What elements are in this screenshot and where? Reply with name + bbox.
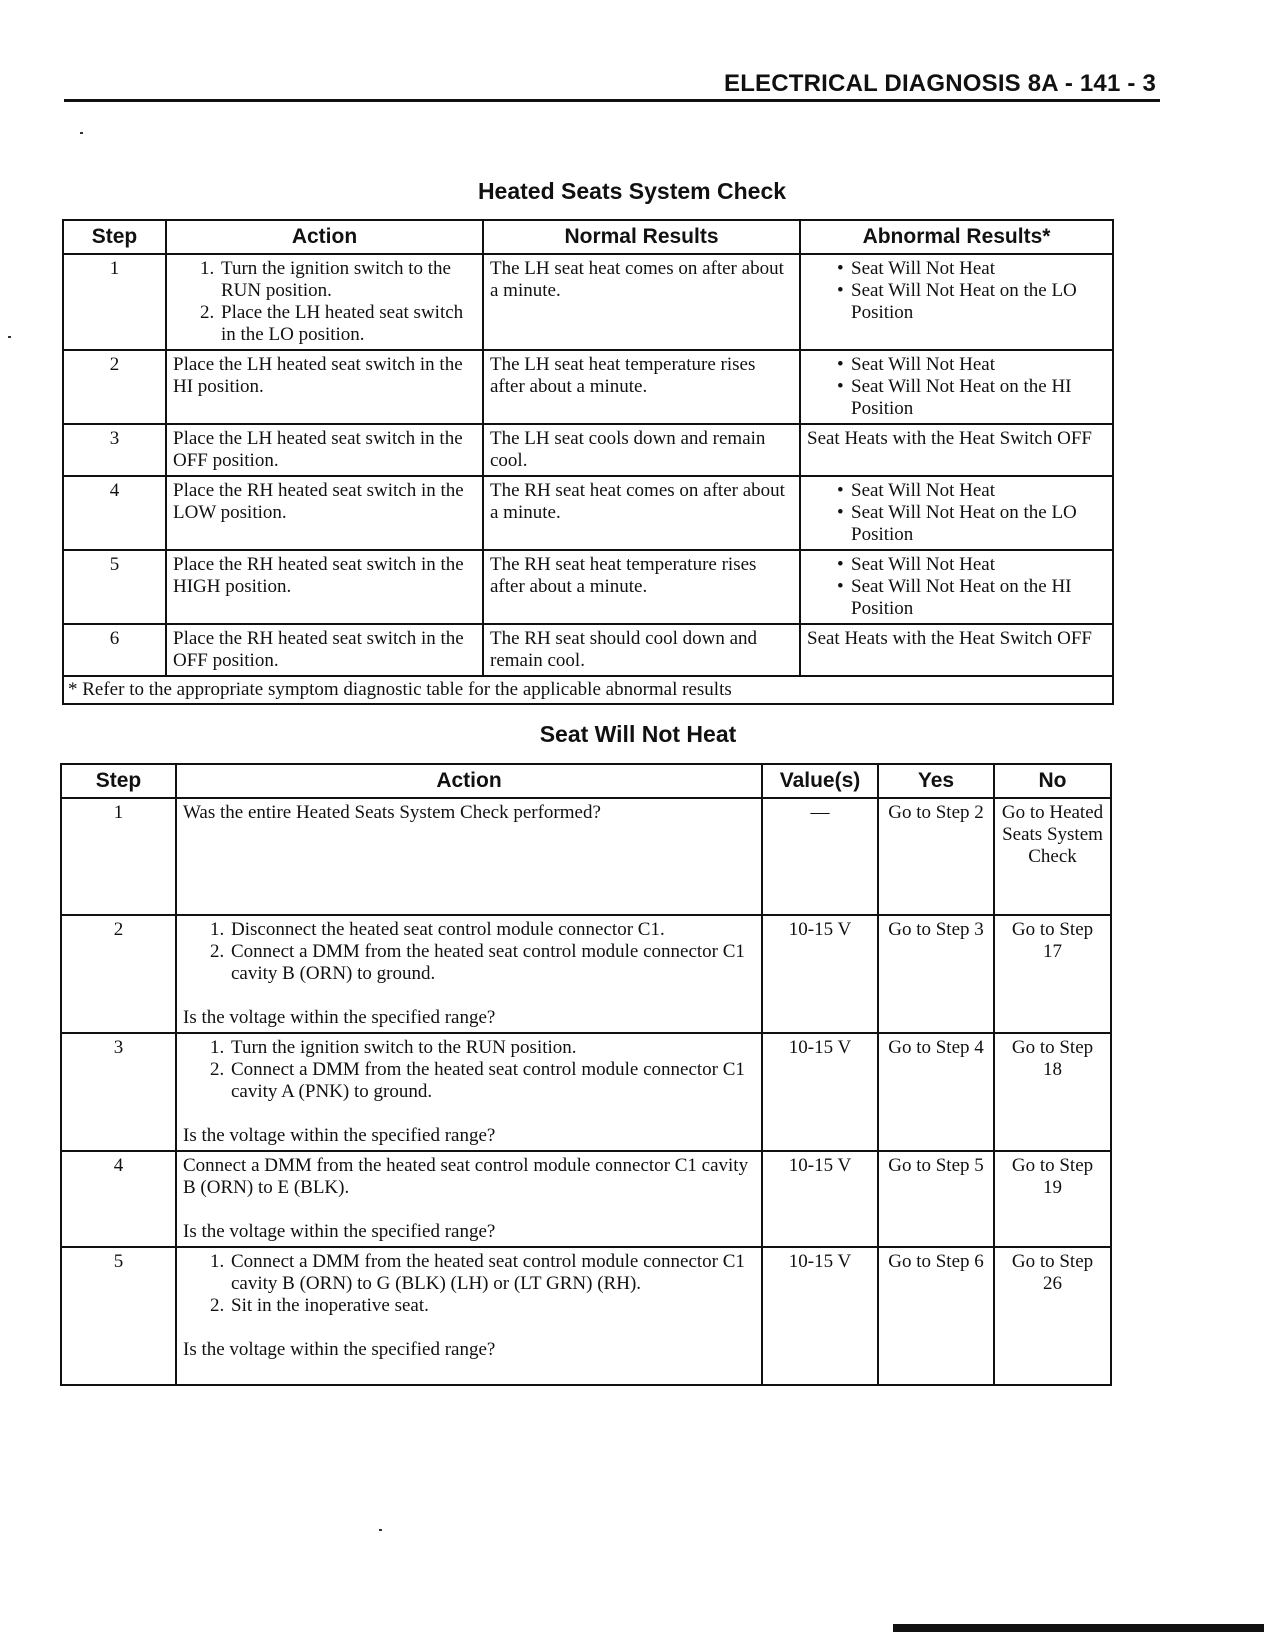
yes-cell: Go to Step 2 — [878, 798, 994, 915]
no-cell: Go to Heated Seats System Check — [994, 798, 1111, 915]
table-row — [63, 424, 1113, 476]
step-number: 4 — [61, 1151, 176, 1247]
page-header — [64, 68, 1160, 102]
action-cell: Place the RH heated seat switch in the HIGH position. — [166, 550, 483, 624]
action-item: 2. Connect a DMM from the heated seat control module connector C1 cavity A (PNK) to ground. — [229, 1059, 755, 1103]
value-cell: 10-15 V — [762, 1247, 878, 1385]
column-header-step: Step — [61, 764, 176, 798]
step-number: 2 — [61, 915, 176, 1033]
column-header-step: Step — [63, 220, 166, 254]
abnormal-item: • Seat Will Not Heat on the LO Position — [807, 502, 1106, 546]
action-question: Is the voltage within the specified range? — [183, 1125, 496, 1146]
step-number: 6 — [63, 624, 166, 676]
value-cell: 10-15 V — [762, 1151, 878, 1247]
abnormal-result-cell — [800, 350, 1113, 424]
scan-edge-bar — [893, 1624, 1264, 1632]
yes-cell: Go to Step 5 — [878, 1151, 994, 1247]
yes-cell: Go to Step 6 — [878, 1247, 994, 1385]
step-number: 3 — [63, 424, 166, 476]
table2-title: Seat Will Not Heat — [539, 721, 737, 747]
table-footnote: * Refer to the appropriate symptom diagnostic table for the applicable abnormal results — [63, 676, 1113, 704]
column-header-values: Value(s) — [762, 764, 878, 798]
column-header-no: No — [994, 764, 1111, 798]
action-cell: Place the LH heated seat switch in the OFF position. — [166, 424, 483, 476]
table-row — [61, 1151, 1111, 1247]
table-row — [63, 476, 1113, 550]
column-header-normal-results: Normal Results — [483, 220, 800, 254]
column-header-yes: Yes — [878, 764, 994, 798]
no-cell: Go to Step 17 — [994, 915, 1111, 1033]
abnormal-result-cell — [800, 476, 1113, 550]
action-cell: Place the LH heated seat switch in the HI position. — [166, 350, 483, 424]
seat-will-not-heat-table — [60, 763, 1112, 1386]
column-header-abnormal-results: Abnormal Results* — [800, 220, 1113, 254]
table1-header-row — [63, 220, 1113, 254]
value-cell: 10-15 V — [762, 1033, 878, 1151]
abnormal-result-cell: Seat Heats with the Heat Switch OFF — [800, 624, 1113, 676]
action-item: 1. Turn the ignition switch to the RUN position. — [229, 1037, 755, 1059]
column-header-action: Action — [166, 220, 483, 254]
table2-header-row — [61, 764, 1111, 798]
action-cell — [166, 254, 483, 350]
value-cell: 10-15 V — [762, 915, 878, 1033]
table-row — [63, 624, 1113, 676]
abnormal-item: • Seat Will Not Heat on the HI Position — [807, 376, 1106, 420]
step-number: 1 — [61, 798, 176, 915]
action-item: 1. Disconnect the heated seat control module connector C1. — [229, 919, 755, 941]
value-cell: — — [762, 798, 878, 915]
action-item: 2. Connect a DMM from the heated seat control module connector C1 cavity B (ORN) to ground. — [229, 941, 755, 985]
action-item: 1. Connect a DMM from the heated seat control module connector C1 cavity B (ORN) to G (BLK) (LH) or (LT GRN) (RH). — [229, 1251, 755, 1295]
no-cell: Go to Step 18 — [994, 1033, 1111, 1151]
step-number: 5 — [63, 550, 166, 624]
table-row — [61, 915, 1111, 1033]
table-row — [61, 1247, 1111, 1385]
table-row — [63, 254, 1113, 350]
action-cell — [176, 1033, 762, 1151]
action-cell: Place the RH heated seat switch in the LOW position. — [166, 476, 483, 550]
action-cell: Place the RH heated seat switch in the OFF position. — [166, 624, 483, 676]
abnormal-item: • Seat Will Not Heat on the LO Position — [807, 280, 1106, 324]
abnormal-item: • Seat Will Not Heat — [807, 258, 1106, 280]
abnormal-item: • Seat Will Not Heat on the HI Position — [807, 576, 1106, 620]
heated-seats-system-check-table — [62, 219, 1114, 705]
action-question: Is the voltage within the specified range? — [183, 1221, 496, 1242]
normal-result-cell: The LH seat heat temperature rises after about a minute. — [483, 350, 800, 424]
action-item: 1. Turn the ignition switch to the RUN position. — [219, 258, 476, 302]
abnormal-result-cell — [800, 254, 1113, 350]
action-cell — [176, 1151, 762, 1247]
action-cell — [176, 915, 762, 1033]
action-question: Is the voltage within the specified range? — [183, 1007, 496, 1028]
action-text: Connect a DMM from the heated seat control module connector C1 cavity B (ORN) to E (BLK). — [183, 1155, 749, 1198]
step-number: 5 — [61, 1247, 176, 1385]
normal-result-cell: The LH seat heat comes on after about a minute. — [483, 254, 800, 350]
abnormal-item: • Seat Will Not Heat — [807, 554, 1106, 576]
table1-title: Heated Seats System Check — [477, 178, 787, 204]
step-number: 3 — [61, 1033, 176, 1151]
abnormal-result-cell: Seat Heats with the Heat Switch OFF — [800, 424, 1113, 476]
table-row — [63, 550, 1113, 624]
column-header-action: Action — [176, 764, 762, 798]
yes-cell: Go to Step 4 — [878, 1033, 994, 1151]
step-number: 1 — [63, 254, 166, 350]
no-cell: Go to Step 19 — [994, 1151, 1111, 1247]
normal-result-cell: The LH seat cools down and remain cool. — [483, 424, 800, 476]
step-number: 4 — [63, 476, 166, 550]
page-header-text: ELECTRICAL DIAGNOSIS 8A - 141 - 3 — [723, 70, 1156, 97]
scan-speck — [8, 336, 11, 338]
scan-speck — [80, 132, 83, 134]
abnormal-item: • Seat Will Not Heat — [807, 480, 1106, 502]
table-row — [61, 1033, 1111, 1151]
yes-cell: Go to Step 3 — [878, 915, 994, 1033]
abnormal-result-cell — [800, 550, 1113, 624]
footnote-row — [63, 676, 1113, 704]
table-row — [61, 798, 1111, 915]
action-item: 2. Place the LH heated seat switch in the LO position. — [219, 302, 476, 346]
normal-result-cell: The RH seat should cool down and remain cool. — [483, 624, 800, 676]
scan-speck — [379, 1529, 382, 1531]
action-cell — [176, 1247, 762, 1385]
no-cell: Go to Step 26 — [994, 1247, 1111, 1385]
abnormal-item: • Seat Will Not Heat — [807, 354, 1106, 376]
action-item: 2. Sit in the inoperative seat. — [229, 1295, 755, 1317]
step-number: 2 — [63, 350, 166, 424]
action-cell: Was the entire Heated Seats System Check performed? — [176, 798, 762, 915]
normal-result-cell: The RH seat heat temperature rises after about a minute. — [483, 550, 800, 624]
normal-result-cell: The RH seat heat comes on after about a minute. — [483, 476, 800, 550]
action-question: Is the voltage within the specified range? — [183, 1339, 496, 1360]
table-row — [63, 350, 1113, 424]
